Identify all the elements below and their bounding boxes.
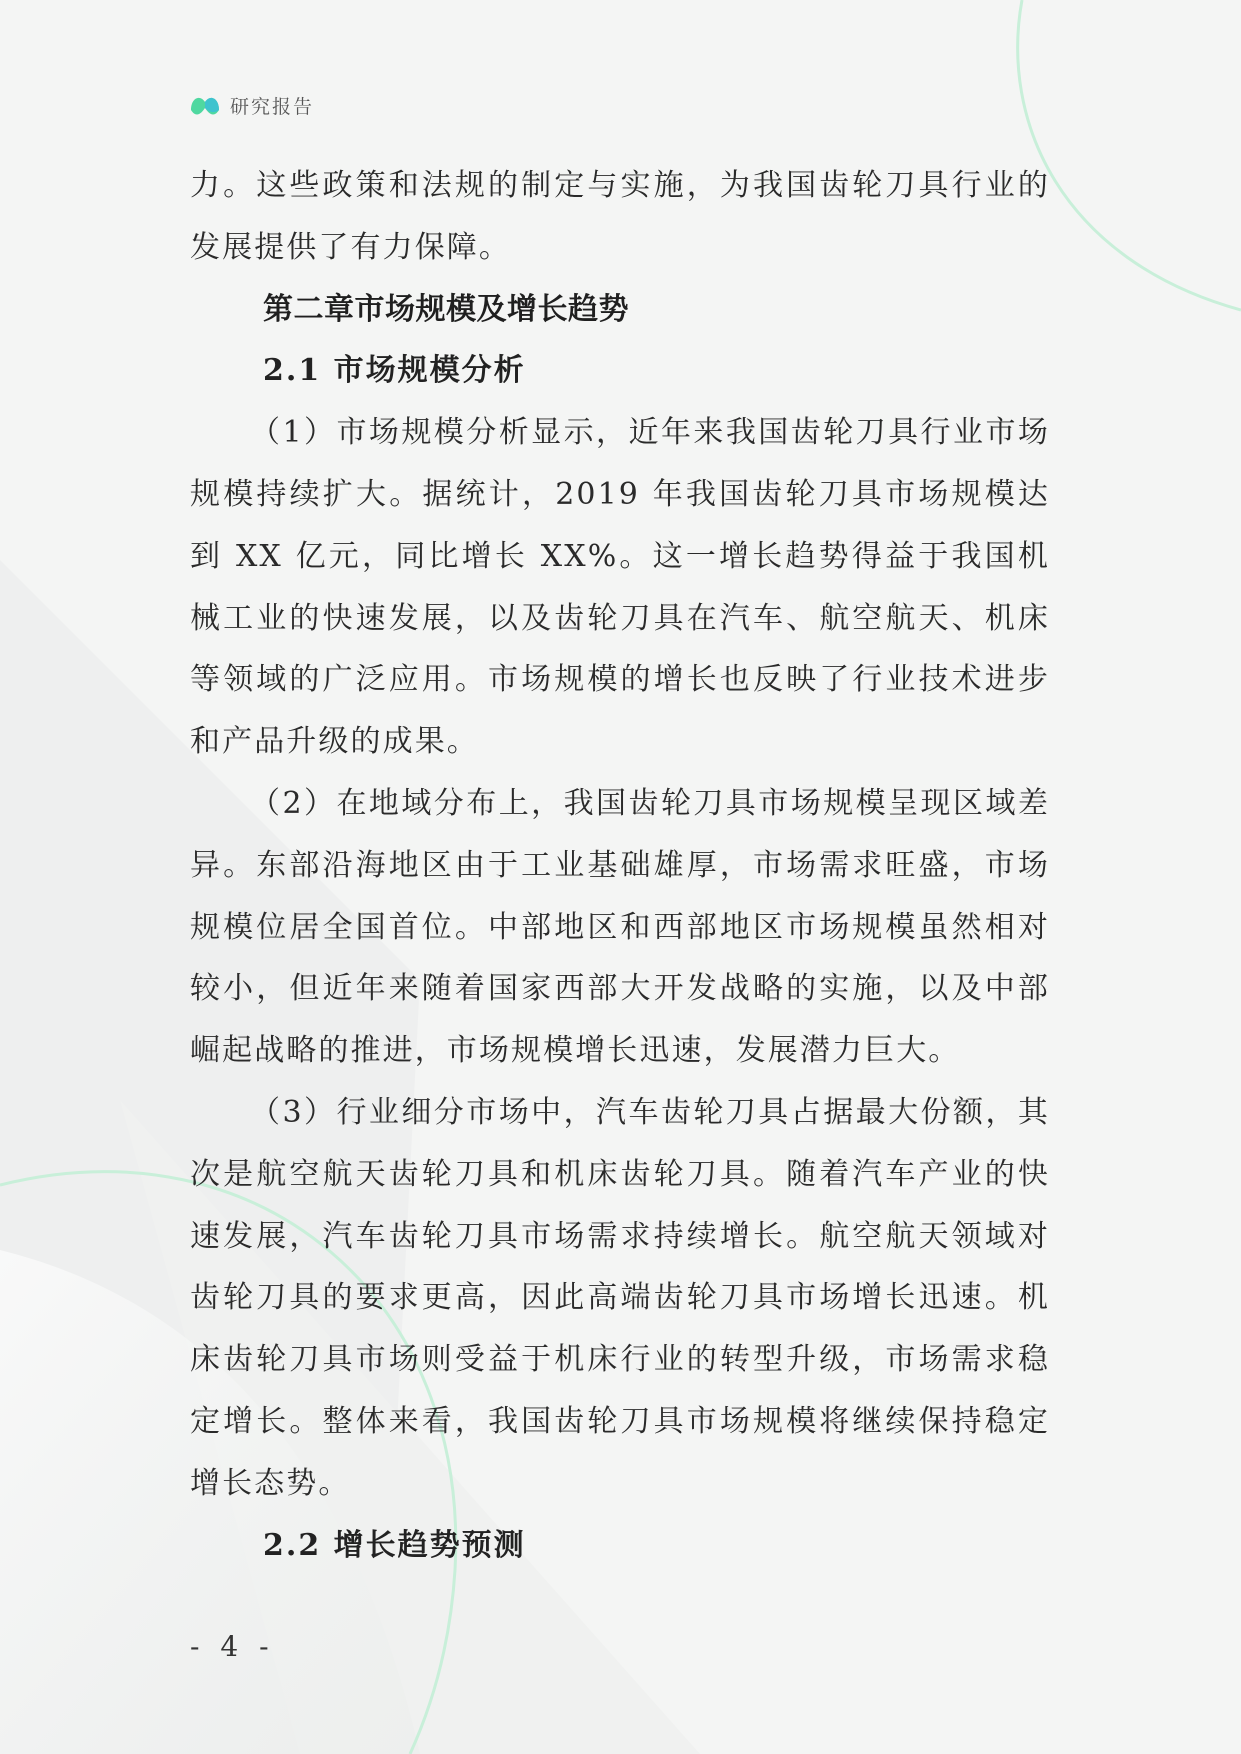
paragraph-3: （3）行业细分市场中，汽车齿轮刀具占据最大份额，其次是航空航天齿轮刀具和机床齿轮刀具。随着汽车产业的快速发展，汽车齿轮刀具市场需求持续增长。航空航天领域对齿轮刀具的要求更高，因此高端齿轮刀具市场增长迅速。机床齿轮刀具市场则受益于机床行业的转型升级，市场需求稳定增长。整体来看，我国齿轮刀具市场规模将继续保持稳定增长态势。 — [190, 1094, 1050, 1501]
paragraph-2: （2）在地域分布上，我国齿轮刀具市场规模呈现区域差异。东部沿海地区由于工业基础雄厚，市场需求旺盛，市场规模位居全国首位。中部地区和西部地区市场规模虽然相对较小，但近年来随着国家西部大开发战略的实施，以及中部崛起战略的推进，市场规模增长迅速，发展潜力巨大。 — [190, 785, 1050, 1069]
header-title: 研究报告 — [230, 95, 315, 118]
document-body — [190, 155, 1050, 1576]
leaf-logo-icon — [188, 88, 222, 122]
paragraph-1: （1）市场规模分析显示，近年来我国齿轮刀具行业市场规模持续扩大。据统计，2019 年我国齿轮刀具市场规模达到 XX 亿元，同比增长 XX%。这一增长趋势得益于我国机械工业的快速发展，以及齿轮刀具在汽车、航空航天、机床等领域的广泛应用。市场规模的增长也反映了行业技术进步和产品升级的成果。 — [190, 415, 1050, 760]
page-header — [188, 88, 314, 122]
page-number: - 4 - — [190, 1630, 275, 1663]
continuation-paragraph: 力。这些政策和法规的制定与实施，为我国齿轮刀具行业的发展提供了有力保障。 — [190, 168, 1050, 265]
chapter-title: 第二章市场规模及增长趋势 — [263, 291, 629, 327]
section-title-market-size: 2.1 市场规模分析 — [263, 353, 526, 389]
section-title-growth-trend: 2.2 增长趋势预测 — [263, 1527, 526, 1563]
